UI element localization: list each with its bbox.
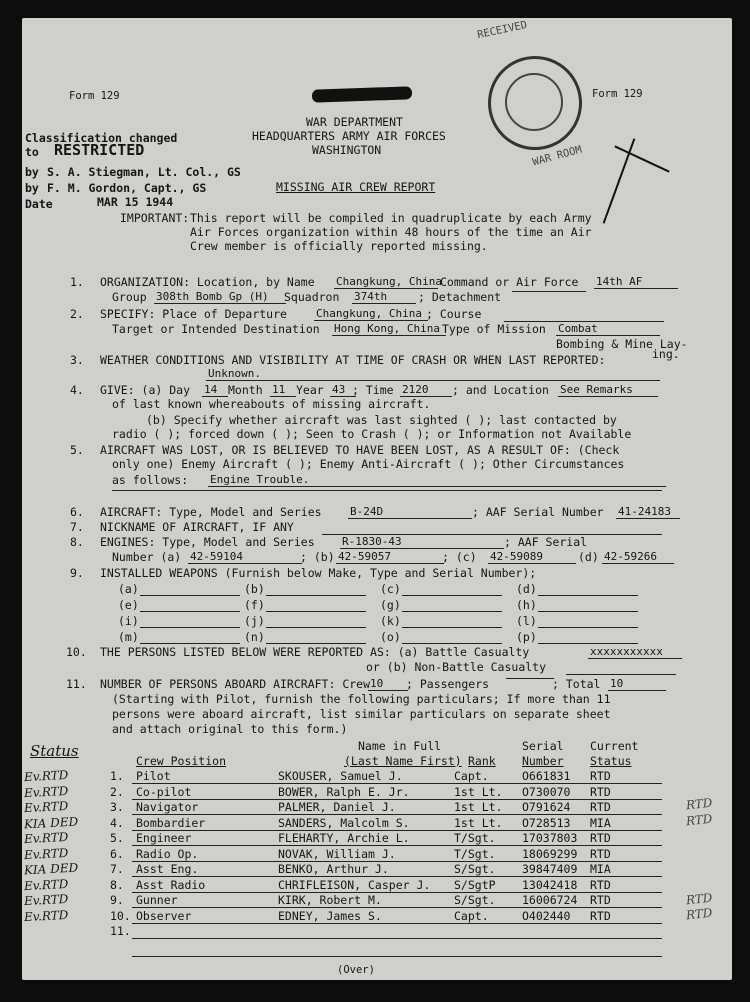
location-label: ; and Location <box>452 383 549 397</box>
received-stamp <box>488 56 582 150</box>
weapon-slot-line <box>266 611 366 612</box>
weapon-slot-label: (m) <box>118 630 139 644</box>
crew-status-handwritten: Ev.RTD <box>23 783 69 800</box>
crew-status: RTD <box>590 784 611 799</box>
crew-row-number: 11. <box>110 924 131 938</box>
crew-rank: T/Sgt. <box>454 831 496 845</box>
engines-label: ENGINES: Type, Model and Series <box>100 535 315 549</box>
important-text: This report will be compiled in quadruplicate by each Army <box>190 211 592 225</box>
crew-rank: 1st Lt. <box>454 815 503 830</box>
location-remarks-field: See Remarks <box>558 384 658 397</box>
weapon-slot-line <box>266 627 366 628</box>
aircraft-model-field: B-24D <box>348 506 472 519</box>
crew-rank: S/Sgt. <box>454 893 496 907</box>
crew-name: BENKO, Arthur J. <box>278 862 389 876</box>
section-number: 5. <box>70 443 84 457</box>
crew-serial: O728513 <box>522 815 571 830</box>
section-4-text: of last known whereabouts of missing aircraft. <box>112 397 431 411</box>
crew-status-handwritten: KIA DED <box>23 814 79 831</box>
crew-status: RTD <box>590 893 611 907</box>
crew-status-handwritten: KIA DED <box>23 860 79 878</box>
crew-row-rule <box>132 861 662 862</box>
engine-d-label: (d) <box>578 550 599 564</box>
crew-serial: O730070 <box>522 784 571 799</box>
weapon-slot-label: (h) <box>516 598 537 612</box>
crew-row-number: 6. <box>110 846 124 861</box>
weapon-slot-line <box>402 627 502 628</box>
section-number: 1. <box>70 275 84 289</box>
weapon-slot-line <box>266 643 366 644</box>
weapon-slot-label: (b) <box>244 582 265 596</box>
crew-status-handwritten: Ev.RTD <box>23 798 69 816</box>
weapon-slot-line <box>538 611 638 612</box>
passengers-field <box>506 678 554 679</box>
margin-note: RTD <box>685 811 714 829</box>
group-field: 308th Bomb Gp (H) <box>154 291 286 304</box>
section-number: 8. <box>70 535 84 549</box>
crew-row-number: 1. <box>110 769 124 783</box>
crew-status: RTD <box>590 908 611 923</box>
crew-status: RTD <box>590 831 611 845</box>
engine-c-label: ; (c) <box>442 550 477 564</box>
crew-rank: Capt. <box>454 769 489 783</box>
year-field: 43 <box>330 384 356 397</box>
squadron-label: Squadron <box>284 290 340 304</box>
detachment-label: ; Detachment <box>418 290 502 304</box>
weapon-slot-label: (f) <box>244 598 265 612</box>
crew-status-handwritten: Ev.RTD <box>23 891 69 909</box>
crew-rank: T/Sgt. <box>454 846 496 861</box>
weapon-slot-label: (i) <box>118 614 139 628</box>
crew-rank: 1st Lt. <box>454 800 503 814</box>
detachment-field <box>512 291 586 292</box>
crew-serial: O791624 <box>522 800 571 814</box>
important-text: Crew member is officially reported missing. <box>190 239 488 253</box>
crew-position: Co-pilot <box>136 784 192 799</box>
section-number: 6. <box>70 505 84 519</box>
engine-serial-a: 42-59104 <box>188 551 302 564</box>
important-text: Air Forces organization within 48 hours of the time an Air <box>190 225 592 239</box>
section-number: 3. <box>70 353 84 367</box>
crew-serial: O402440 <box>522 908 571 923</box>
form-number-right: Form 129 <box>592 88 643 100</box>
crew-serial: 13042418 <box>522 877 578 892</box>
mission-field: Combat <box>556 323 660 336</box>
departure-field: Changkung, China <box>314 308 428 321</box>
crew-position: Bombardier <box>136 815 206 830</box>
crew-row-rule <box>132 876 662 877</box>
weapon-slot-label: (o) <box>380 630 401 644</box>
classification-to-label: to <box>25 145 39 159</box>
weapon-slot-label: (p) <box>516 630 537 644</box>
squadron-field: 374th <box>352 291 416 304</box>
mission-label: Type of Mission <box>442 322 546 336</box>
section-number: 9. <box>70 566 84 580</box>
classification-value: RESTRICTED <box>54 141 145 159</box>
give-label: GIVE: (a) Day <box>100 383 191 397</box>
time-field: 2120 <box>400 384 452 397</box>
crew-row-rule <box>132 799 662 800</box>
crew-serial: 17037803 <box>522 831 578 845</box>
aircraft-label: AIRCRAFT: Type, Model and Series <box>100 505 322 519</box>
crew-row-number: 4. <box>110 815 124 830</box>
circumstances-field: Engine Trouble. <box>208 474 666 487</box>
section-4-text: radio ( ); forced down ( ); Seen to Crash ( ); or Information not Available <box>112 427 632 441</box>
month-field: 11 <box>270 384 296 397</box>
crew-status: MIA <box>590 862 611 876</box>
crew-name: NOVAK, William J. <box>278 846 396 861</box>
crew-status: RTD <box>590 846 611 861</box>
classification-line: Classification changed <box>25 131 178 145</box>
engine-serial-b: 42-59057 <box>336 551 444 564</box>
crew-count-field: 10 <box>368 678 408 691</box>
weapon-slot-line <box>402 611 502 612</box>
target-label: Target or Intended Destination <box>112 322 320 336</box>
redaction-mark <box>312 86 412 102</box>
name-header-2: (Last Name First) <box>344 754 462 768</box>
engine-serial-d: 42-59266 <box>602 551 674 564</box>
time-label: ; Time <box>352 383 394 397</box>
section-4-text: (b) Specify whether aircraft was last sighted ( ); last contacted by <box>146 413 617 427</box>
passengers-label: ; Passengers <box>406 677 490 691</box>
mission-field-continued: ing. <box>652 347 680 361</box>
crew-row-rule <box>132 892 662 893</box>
target-field: Hong Kong, China <box>332 323 446 336</box>
crew-status: RTD <box>590 769 611 783</box>
weapon-slot-label: (n) <box>244 630 265 644</box>
crew-name: SANDERS, Malcolm S. <box>278 815 410 830</box>
crew-position: Radio Op. <box>136 846 199 861</box>
crew-name: EDNEY, James S. <box>278 908 382 923</box>
crew-serial: 16006724 <box>522 893 578 907</box>
location-field: Changkung, China <box>336 275 442 288</box>
crew-position: Pilot <box>136 769 171 783</box>
crew-serial: 18069299 <box>522 846 578 861</box>
rule-line <box>112 490 662 491</box>
serial-header-2: Number <box>522 754 564 768</box>
weapon-slot-line <box>538 627 638 628</box>
rank-header: Rank <box>468 754 496 768</box>
over-label: (Over) <box>337 964 375 976</box>
crew-status: MIA <box>590 815 611 830</box>
mission-field-continued: Bombing & Mine Lay- <box>556 337 688 351</box>
section-11-text: and attach original to this form.) <box>112 722 348 736</box>
total-label: ; Total <box>552 677 601 691</box>
form-number-left: Form 129 <box>69 90 120 102</box>
crew-rank: S/Sgt. <box>454 862 496 876</box>
section-11-text: (Starting with Pilot, furnish the following particulars; If more than 11 <box>112 692 611 706</box>
crew-position: Observer <box>136 908 192 923</box>
weapon-slot-label: (j) <box>244 614 265 628</box>
crew-row-number: 5. <box>110 831 124 845</box>
course-label: ; Course <box>426 307 482 321</box>
classification-by-label: by <box>25 165 39 179</box>
margin-note: RTD <box>685 905 714 923</box>
non-battle-label: or (b) Non-Battle Casualty <box>366 660 547 674</box>
engine-serial-c: 42-59089 <box>488 551 576 564</box>
weapon-slot-line <box>538 643 638 644</box>
departure-label: SPECIFY: Place of Departure <box>100 307 287 321</box>
margin-note: RTD <box>685 795 714 813</box>
crew-status-handwritten: Ev.RTD <box>23 829 69 847</box>
engine-serial-label: ; AAF Serial <box>504 535 588 549</box>
total-field: 10 <box>608 678 666 691</box>
crew-name: FLEHARTY, Archie L. <box>278 831 410 845</box>
day-field: 14 <box>202 384 228 397</box>
current-status-header-2: Status <box>590 754 632 768</box>
crew-row-number: 2. <box>110 784 124 799</box>
crew-row-number: 3. <box>110 800 124 814</box>
department-line: WAR DEPARTMENT <box>306 115 403 129</box>
engine-number-label: Number (a) <box>112 550 182 564</box>
rule-line <box>566 674 676 675</box>
battle-casualty-field: xxxxxxxxxxx <box>588 646 682 659</box>
weapon-slot-line <box>140 643 240 644</box>
crew-row-number: 9. <box>110 893 124 907</box>
status-handwritten-header: Status <box>30 742 79 760</box>
hq-line: HEADQUARTERS ARMY AIR FORCES <box>252 129 446 143</box>
engine-model-field: R-1830-43 <box>340 536 504 549</box>
weapon-slot-label: (c) <box>380 582 401 596</box>
weapons-label: INSTALLED WEAPONS (Furnish below Make, Type and Serial Number); <box>100 566 537 580</box>
margin-note: RTD <box>685 890 714 908</box>
weapon-slot-label: (a) <box>118 582 139 596</box>
weapon-slot-line <box>140 611 240 612</box>
weapon-slot-label: (k) <box>380 614 401 628</box>
weapon-slot-label: (d) <box>516 582 537 596</box>
crew-position: Gunner <box>136 893 178 907</box>
crew-status-handwritten: Ev.RTD <box>23 876 69 893</box>
crew-rank: 1st Lt. <box>454 784 503 799</box>
crew-status-handwritten: Ev.RTD <box>23 845 69 862</box>
crew-row-rule <box>132 923 662 924</box>
crew-name: KIRK, Robert M. <box>278 893 382 907</box>
classification-by-value: F. M. Gordon, Capt., GS <box>47 181 207 195</box>
crew-rank: Capt. <box>454 908 489 923</box>
crew-status: RTD <box>590 800 611 814</box>
crew-position: Navigator <box>136 800 199 814</box>
weather-label: WEATHER CONDITIONS AND VISIBILITY AT TIME OF CRASH OR WHEN LAST REPORTED: <box>100 353 606 367</box>
year-label: Year <box>296 383 324 397</box>
crew-status-handwritten: Ev.RTD <box>23 767 69 785</box>
weapon-slot-line <box>140 627 240 628</box>
crew-row-number: 7. <box>110 862 124 876</box>
crew-row-rule <box>132 907 662 908</box>
crew-serial: O661831 <box>522 769 571 783</box>
weapon-slot-line <box>266 595 366 596</box>
weapon-slot-label: (l) <box>516 614 537 628</box>
classification-by-label: by <box>25 181 39 195</box>
classification-date-value: MAR 15 1944 <box>97 195 174 209</box>
aircraft-serial-field: 41-24183 <box>616 506 680 519</box>
section-5-text: AIRCRAFT WAS LOST, OR IS BELIEVED TO HAVE BEEN LOST, AS A RESULT OF: (Check <box>100 443 620 457</box>
crew-row-rule <box>132 814 662 815</box>
ink-check-mark <box>603 138 636 223</box>
weapon-slot-label: (e) <box>118 598 139 612</box>
weapon-slot-line <box>140 595 240 596</box>
crew-name: PALMER, Daniel J. <box>278 800 396 814</box>
organization-label: ORGANIZATION: Location, by Name <box>100 275 315 289</box>
serial-header: Serial <box>522 739 564 753</box>
crew-name: CHRIFLEISON, Casper J. <box>278 877 431 892</box>
crew-row-rule <box>132 783 662 784</box>
position-header: Crew Position <box>136 754 227 768</box>
crew-position: Asst Eng. <box>136 862 199 876</box>
month-label: Month <box>228 383 263 397</box>
section-5-text: as follows: <box>112 473 189 487</box>
section-5-text: only one) Enemy Aircraft ( ); Enemy Anti-Aircraft ( ); Other Circumstances <box>112 457 625 471</box>
section-number: 4. <box>70 383 84 397</box>
crew-status-handwritten: Ev.RTD <box>23 907 69 924</box>
classification-date-label: Date <box>25 197 53 211</box>
crew-row-number: 8. <box>110 877 124 892</box>
weapon-slot-label: (g) <box>380 598 401 612</box>
crew-position: Engineer <box>136 831 192 845</box>
crew-row-number: 10. <box>110 908 131 923</box>
stamp-top-text: RECEIVED <box>476 18 529 42</box>
command-field: 14th AF <box>594 276 678 289</box>
crew-serial: 39847409 <box>522 862 578 876</box>
page-title: MISSING AIR CREW REPORT <box>276 180 436 194</box>
stamp-side-text: WAR ROOM <box>531 143 584 169</box>
command-label: Command or Air Force <box>440 275 579 289</box>
engine-b-label: ; (b) <box>300 550 335 564</box>
section-number: 10. <box>66 645 87 659</box>
classification-by-value: S. A. Stiegman, Lt. Col., GS <box>47 165 241 179</box>
persons-aboard-label: NUMBER OF PERSONS ABOARD AIRCRAFT: Crew <box>100 677 371 691</box>
crew-position: Asst Radio <box>136 877 206 892</box>
weather-field: Unknown. <box>206 368 660 381</box>
name-header: Name in Full <box>358 739 442 753</box>
rule-line <box>132 956 662 957</box>
weapon-slot-line <box>538 595 638 596</box>
city-line: WASHINGTON <box>312 143 382 157</box>
section-11-text: persons were aboard aircraft, list similar particulars on separate sheet <box>112 707 611 721</box>
serial-label: ; AAF Serial Number <box>472 505 604 519</box>
persons-reported-label: THE PERSONS LISTED BELOW WERE REPORTED AS: (a) Battle Casualty <box>100 645 530 659</box>
section-number: 2. <box>70 307 84 321</box>
weapon-slot-line <box>402 643 502 644</box>
section-number: 11. <box>66 677 87 691</box>
crew-rank: S/SgtP <box>454 877 496 892</box>
section-number: 7. <box>70 520 84 534</box>
group-label: Group <box>112 290 147 304</box>
important-label: IMPORTANT: <box>120 211 190 225</box>
current-status-header: Current <box>590 739 639 753</box>
crew-row-rule <box>132 845 662 846</box>
nickname-label: NICKNAME OF AIRCRAFT, IF ANY <box>100 520 294 534</box>
crew-row-rule <box>132 938 662 939</box>
weapon-slot-line <box>402 595 502 596</box>
form-page <box>22 18 732 980</box>
crew-status: RTD <box>590 877 611 892</box>
crew-name: SKOUSER, Samuel J. <box>278 769 403 783</box>
crew-name: BOWER, Ralph E. Jr. <box>278 784 410 799</box>
